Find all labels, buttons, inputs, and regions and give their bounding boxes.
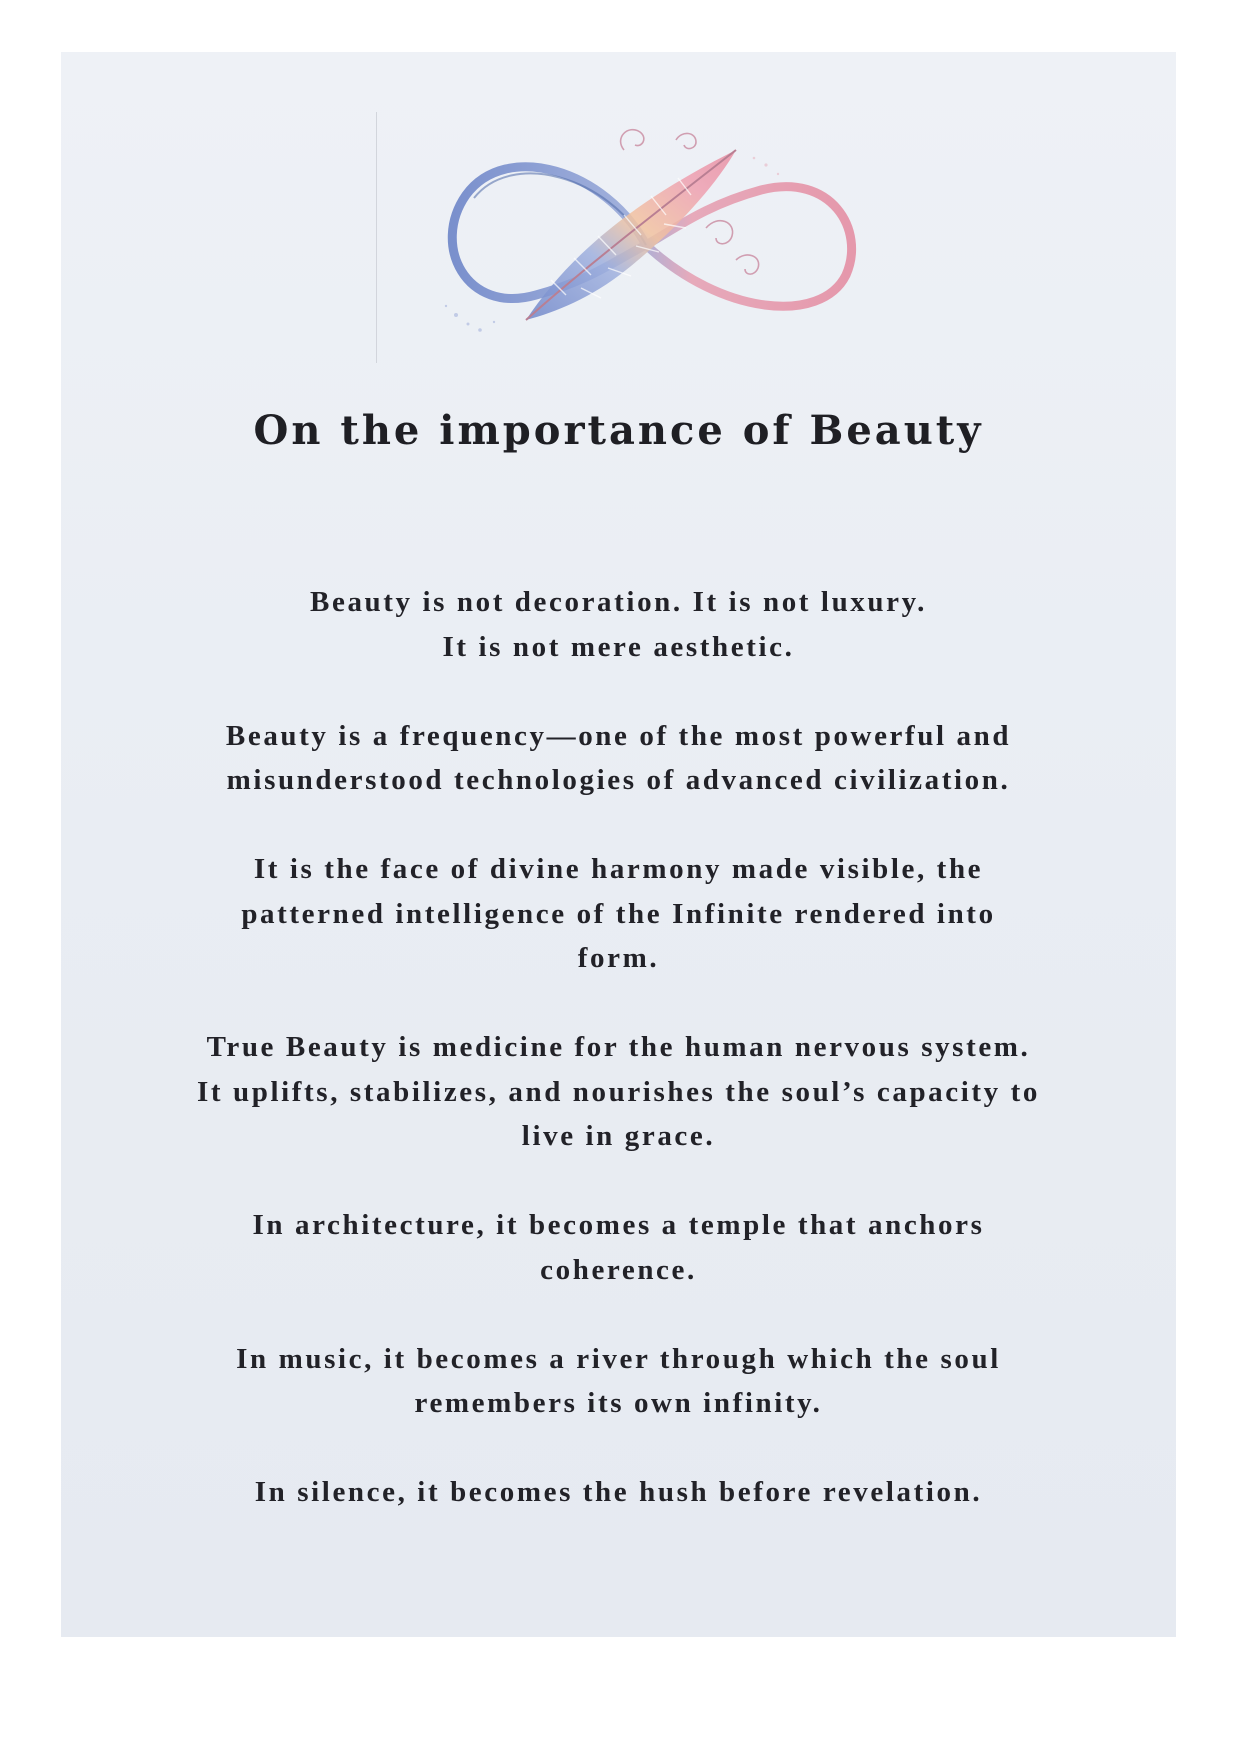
paragraph: True Beauty is medicine for the human nervous system. It uplifts, stabilizes, and nourishes the soul’s capacity to live in grace. — [197, 1031, 1040, 1152]
paragraph: Beauty is a frequency—one of the most powerful and misunderstood technologies of advanced civilization. — [225, 719, 1012, 796]
paragraph: In music, it becomes a river through which the soul remembers its own infinity. — [236, 1342, 1001, 1419]
paragraph: In architecture, it becomes a temple that anchors coherence. — [252, 1209, 985, 1286]
paragraph: Beauty is not decoration. It is not luxury. It is not mere aesthetic. — [310, 586, 927, 663]
paragraph: It is the face of divine harmony made visible, the patterned intelligence of the Infinite rendered into form. — [241, 853, 996, 974]
page-title: On the importance of Beauty — [253, 407, 984, 454]
document-page — [61, 52, 1176, 1637]
infinity-feather-icon — [376, 110, 916, 365]
body-text — [141, 580, 1096, 1559]
paragraph: In silence, it becomes the hush before revelation. — [254, 1476, 983, 1508]
